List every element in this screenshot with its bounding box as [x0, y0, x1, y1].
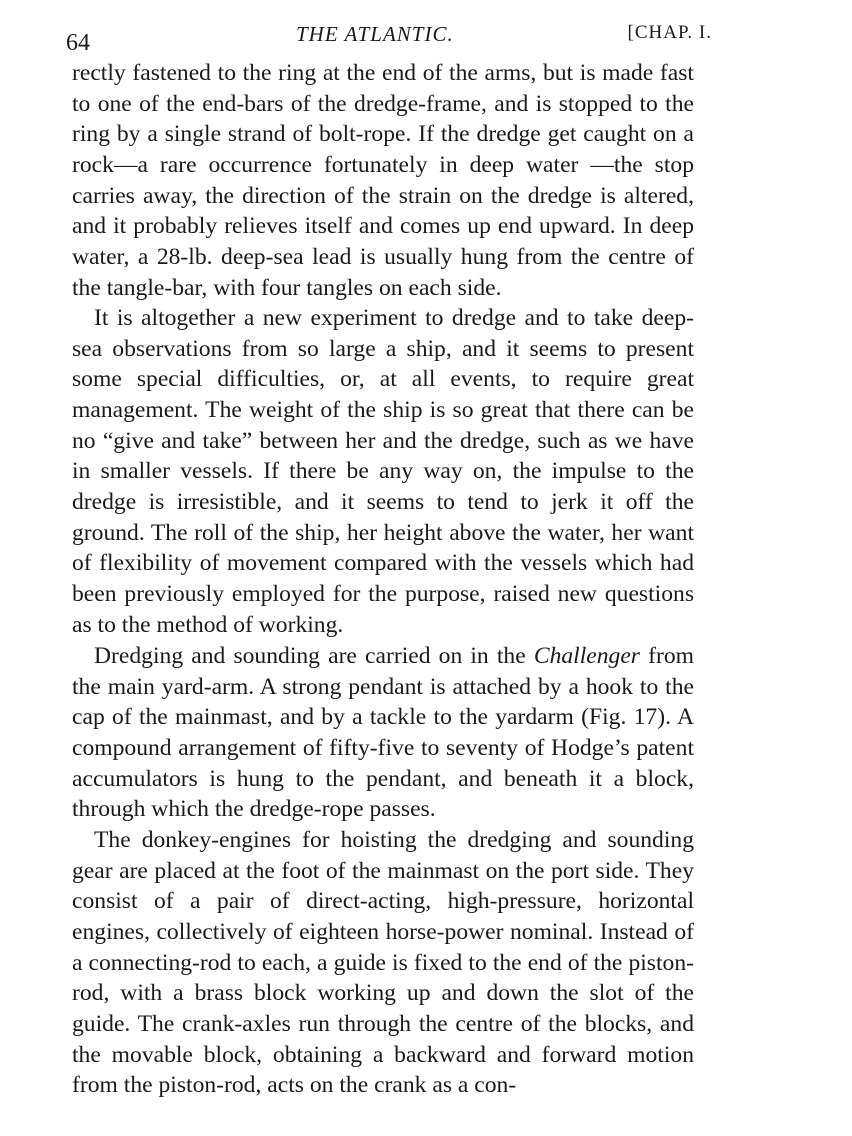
body-text: [72, 58, 694, 1101]
paragraph-4: The donkey-engines for hoisting the dredging and sounding gear are placed at the foot of the mainmast on the port side. They consist of a pair of direct-acting, high-pressure, horizontal engines, collectively of eighteen horse-power nominal. Instead of a connecting-rod to each, a guide is fixed to the end of the piston-rod, with a brass block working up and down the slot of the guide. The crank-axles run through the centre of the blocks, and the movable block, obtaining a backward and forward motion from the piston-rod, acts on the crank as a con-: [72, 827, 694, 1099]
running-title: THE ATLANTIC.: [296, 22, 454, 46]
chapter-label: [CHAP. I.: [627, 22, 712, 43]
paragraph-1: rectly fastened to the ring at the end of the arms, but is made fast to one of the end-bars of the dredge-frame, and is stopped to the ring by a single strand of bolt-rope. If the dredge get caught on a rock—a rare occurrence fortunately in deep water —the stop carries away, the direction of the strain on the dredge is altered, and it probably relieves itself and comes up end upward. In deep water, a 28-lb. deep-sea lead is usually hung from the centre of the tangle-bar, with four tangles on each side.: [72, 60, 694, 301]
page-header: [66, 22, 712, 62]
paragraph-2: It is altogether a new experiment to dredge and to take deep-sea observations from so large a ship, and it seems to present some special difficulties, or, at all events, to require great management. The weight of the ship is so great that there can be no “give and take” between her and the dredge, such as we have in smaller vessels. If there be any way on, the impulse to the dredge is irresistible, and it seems to tend to jerk it off the ground. The roll of the ship, her height above the water, her want of flexibility of movement compared with the vessels which had been previously employed for the purpose, raised new questions as to the method of working.: [72, 305, 694, 638]
paragraph-3-text-before: Dredging and sounding are carried on in the: [94, 643, 534, 669]
ship-name-italic: Challenger: [533, 643, 640, 669]
paragraph-3-text-after: from the main yard-arm. A strong pendant is attached by a hook to the cap of the mainmast, and by a tackle to the yardarm (Fig. 17). A compound arrangement of fifty-five to seventy of Hodge’s patent accumulators is hung to the pendant, and beneath it a block, through which the dredge-rope passes.: [72, 643, 694, 823]
paragraph-3: [72, 641, 694, 825]
page-number: 64: [66, 30, 90, 56]
